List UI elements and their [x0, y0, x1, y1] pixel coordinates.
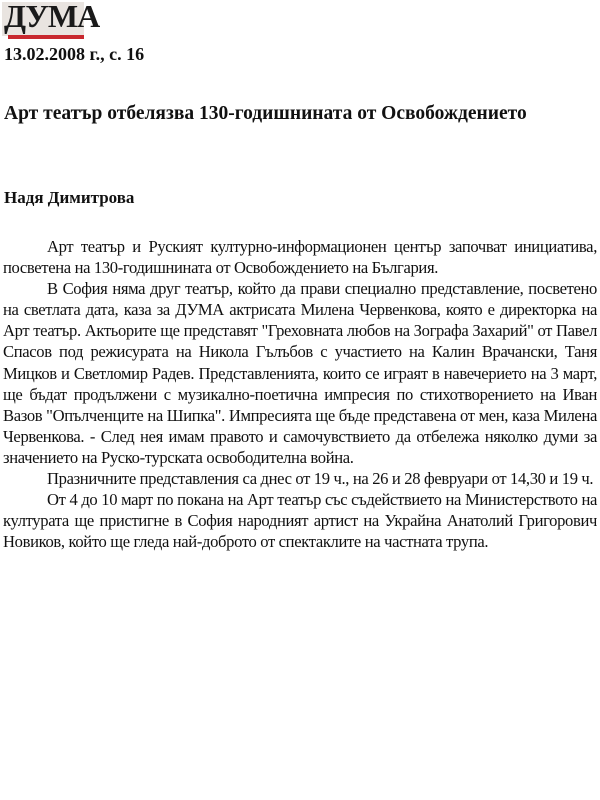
date-page-line: 13.02.2008 г., с. 16: [4, 44, 145, 64]
article-author: Надя Димитрова: [4, 188, 135, 207]
paragraph: От 4 до 10 март по покана на Арт театър със съдействието на Министерството на културата ще пристигне в София народният артист на Украйна Анатолий Григорович Новиков, който ще гледа най-доброто от спектаклите на частната трупа.: [3, 490, 597, 552]
paragraph: Арт театър и Руският културно-информационен център започват инициатива, посветена на 130-годишнината от Освобождението на България.: [3, 237, 597, 278]
paragraph: Празничните представления са днес от 19 ч., на 26 и 28 февруари от 14,30 и 19 ч.: [47, 469, 594, 489]
newspaper-logo: [2, 0, 100, 36]
logo-text: ДУМА: [4, 0, 100, 34]
article-body: [3, 236, 597, 552]
logo-red-bar: [8, 35, 84, 39]
paragraph: В София няма друг театър, който да прави специално представление, посветено на светлата дата, каза за ДУМА актрисата Милена Червенкова, която е директорка на Арт театър. Актьорите ще представят "Греховната любов на Зографа Захарий" от Павел Спасов под режисурата на Никола Гълъбов с участието на Калин Врачански, Таня Мицков и Светломир Радев. Представленията, които се играят в навечерието на 3 март, ще бъдат продължени с музикално-поетична импресия по стихотворението на Иван Вазов "Опълченците на Шипка". Импресията ще бъде представена от мен, каза Милена Червенкова. - След нея имам правото и самочувствието да отбележа няколко думи за значението на Руско-турската освободителна война.: [3, 279, 597, 467]
article-title: Арт театър отбелязва 130-годишнината от Освобождението: [4, 103, 527, 124]
